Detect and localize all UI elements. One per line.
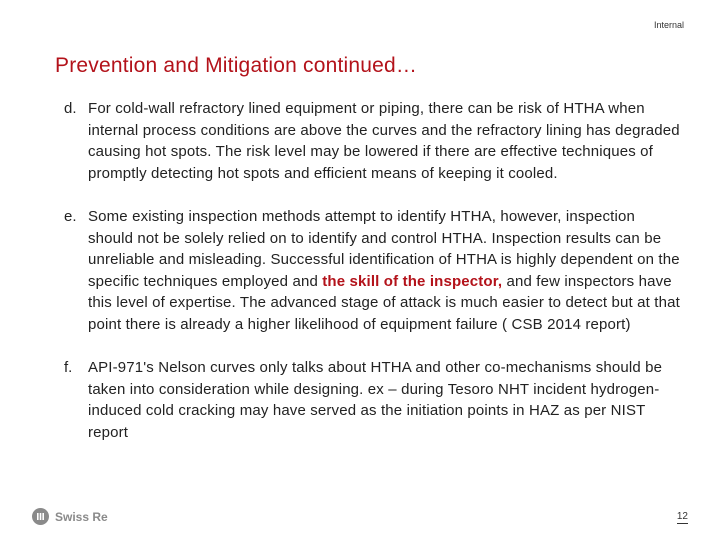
slide-title: Prevention and Mitigation continued…: [55, 54, 418, 77]
page-number: 12: [676, 511, 688, 522]
list-item: [64, 206, 684, 335]
content-list: [64, 98, 684, 465]
item-marker: f.: [64, 359, 73, 376]
item-text: For cold-wall refractory lined equipment or piping, there can be risk of HTHA when internal process conditions are above the curves and the refractory lining has degraded causing hot spots. The risk level may be lowered if there are effective techniques of promptly detecting hot spots and efficient means of keeping it cooled.: [88, 100, 680, 182]
highlighted-phrase: the skill of the inspector,: [322, 272, 503, 290]
brand-name: Swiss Re: [55, 509, 108, 524]
item-marker: d.: [64, 100, 77, 117]
list-item: [64, 98, 684, 184]
list-item: [64, 357, 684, 443]
brand-logo: [32, 508, 108, 525]
item-text-part: and few inspectors have this level of expertise. The advanced stage of attack is much easier to detect but at that point there is already a higher likelihood of equipment failure ( CSB 2014 report): [88, 272, 680, 333]
classification-label: Internal: [653, 20, 684, 30]
swiss-re-logo-icon: [32, 508, 49, 525]
item-text: [88, 206, 684, 335]
item-marker: e.: [64, 208, 77, 225]
item-text: API-971's Nelson curves only talks about HTHA and other co-mechanisms should be taken into consideration while designing. ex – during Tesoro NHT incident hydrogen-induced cold cracking may have served as the initiation points in HAZ as per NIST report: [88, 359, 663, 441]
item-text-part: Some existing inspection methods attempt to identify HTHA, however, inspection should not be solely relied on to identify and control HTHA. Inspection results can be unreliable and misleading. Successful identification of HTHA is highly dependent on the specific techniques employed and: [88, 208, 680, 290]
